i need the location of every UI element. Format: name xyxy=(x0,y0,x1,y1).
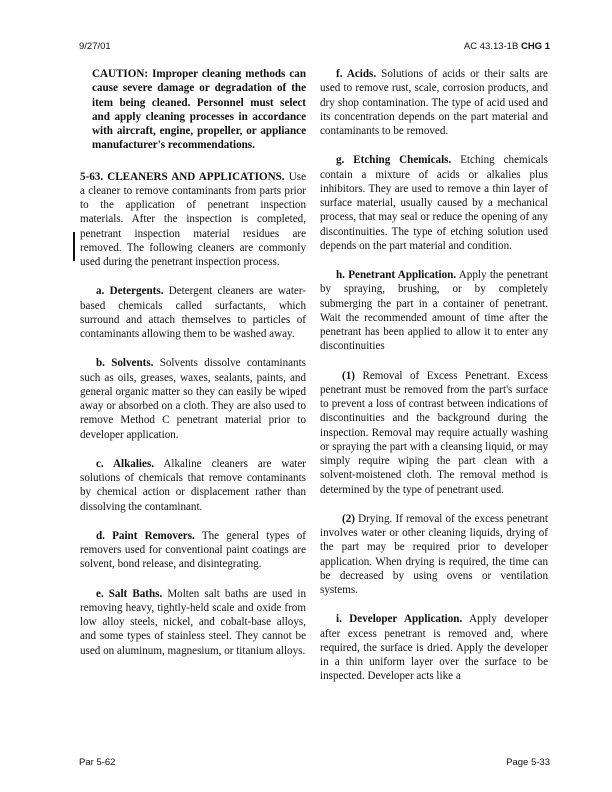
para-alkalies xyxy=(80,457,306,514)
salt-baths-heading: e. Salt Baths. xyxy=(96,587,163,600)
footer-page: Page 5-33 xyxy=(506,757,550,768)
acids-text: Solutions of acids or their salts are used to remove rust, scale, corrosion products, and dry shop contamination. The type of acid used and its concentration depends on the part material and contaminants to be removed. xyxy=(320,68,548,137)
header-doc-id xyxy=(464,41,550,52)
section-heading: 5-63. CLEANERS AND APPLICATIONS. xyxy=(80,170,285,183)
detergents-heading: a. Detergents. xyxy=(96,285,164,298)
drying-number: (2) xyxy=(342,512,355,525)
para-drying xyxy=(320,512,548,598)
developer-heading: i. Developer Application. xyxy=(336,613,463,626)
para-acids xyxy=(320,67,548,138)
acids-heading: f. Acids. xyxy=(336,68,377,80)
para-paint-removers xyxy=(80,529,306,572)
para-salt-baths xyxy=(80,587,306,658)
header-change: CHG 1 xyxy=(520,41,550,52)
paint-removers-text: The general types of removers used for conventional paint coatings are solvent, bond release, and disintegrating. xyxy=(80,529,306,571)
para-penetrant-application xyxy=(320,268,548,354)
solvents-heading: b. Solvents. xyxy=(96,357,154,370)
para-etching xyxy=(320,153,548,253)
alkalies-heading: c. Alkalies. xyxy=(96,457,155,470)
salt-baths-text: Molten salt baths are used in removing heavy, tightly-held scale and oxide from low alloy steels, nickel, and cobalt-base alloys, and some types of stainless steel. They cannot be used on aluminum, magnesium, or titanium alloys. xyxy=(80,587,307,657)
detergents-text: Detergent cleaners are water-based chemicals called surfactants, which surround and attach themselves to particles of contaminants allowing them to be washed away. xyxy=(80,285,307,340)
drying-text: Drying. If removal of the excess penetrant involves water or other cleaning liquids, drying of the part may be required prior to developer application. When drying is required, the time can be decreased by using ovens or ventilation systems. xyxy=(320,512,548,596)
header-doc-number: AC 43.13-1B xyxy=(463,41,519,52)
right-column xyxy=(320,67,548,699)
removal-text: Removal of Excess Penetrant. Excess penetrant must be removed from the part's surface to prevent a loss of contrast between indications of discontinuities and the background during the inspection. Removal may require actually washing or spraying the part with a cleansing liquid, or may simply require wiping the part clean with a solvent-moistened cloth. The removal method is determined by the type of penetrant used. xyxy=(320,369,548,496)
footer-par: Par 5-62 xyxy=(79,757,116,768)
section-text: Use a cleaner to remove contaminants from parts prior to the application of penetrant inspection materials. After the inspection is completed, penetrant inspection material residues are removed. The following cleaners are commonly used during the penetrant inspection process. xyxy=(80,170,306,268)
alkalies-text: Alkaline cleaners are water solutions of chemicals that remove contaminants by chemical action or displacement rather than dissolving the contaminant. xyxy=(80,457,306,513)
removal-number: (1) xyxy=(342,369,355,382)
para-solvents xyxy=(80,356,306,442)
change-bar xyxy=(73,232,75,261)
penetrant-text: Apply the penetrant by spraying, brushing, or by completely submerging the part in a container of penetrant. Wait the recommended amount of time after the penetrant has been applied to allow it to enter any discontinuities xyxy=(320,269,548,353)
penetrant-heading: h. Penetrant Application. xyxy=(336,269,457,281)
etching-text: Etching chemicals contain a mixture of acids or alkalies plus inhibitors. They are used to remove a thin layer of surface material, usually caused by a mechanical process, that may seal or reduce the opening of any discontinuities. The type of etching solution used depends on the part material and condition. xyxy=(320,154,548,252)
paint-removers-heading: d. Paint Removers. xyxy=(96,529,195,542)
left-column xyxy=(80,67,306,673)
caution-note: CAUTION: Improper cleaning methods can cause severe damage or degradation of the item being cleaned. Personnel must select and apply cleaning processes in accordance with aircraft, engine, propeller, or appliance manufacturer's recommendations. xyxy=(92,68,306,152)
para-removal xyxy=(320,369,548,497)
etching-heading: g. Etching Chemicals. xyxy=(336,154,452,167)
section-5-63 xyxy=(80,170,306,270)
solvents-text: Solvents dissolve contaminants such as oils, greases, waxes, sealants, paints, and general organic matter so they can easily be wiped away or absorbed on a cloth. They are also used to remove Method C penetrant material prior to developer application. xyxy=(80,357,306,441)
para-detergents xyxy=(80,284,306,341)
para-developer-application xyxy=(320,612,548,683)
developer-text: Apply developer after excess penetrant is removed and, where required, the surface is dried. Apply the developer in a thin uniform layer over the surface to be inspected. Developer acts like a xyxy=(320,613,548,683)
header-date: 9/27/01 xyxy=(79,41,111,52)
